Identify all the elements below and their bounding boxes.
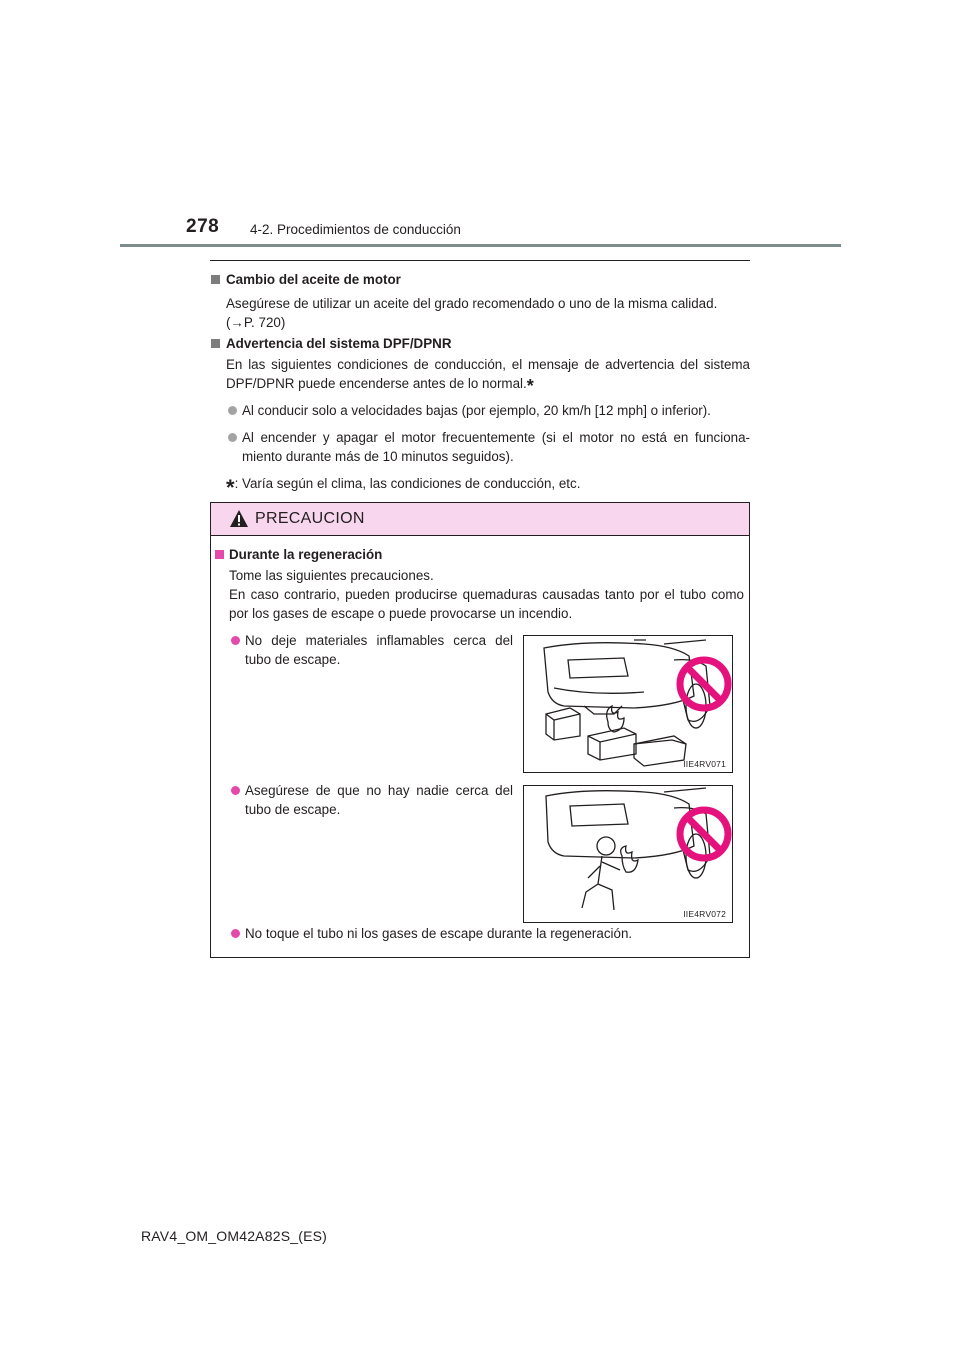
dpf-warning-heading: Advertencia del sistema DPF/DPNR (210, 334, 750, 353)
dpf-bullet-1: Al conducir solo a velocidades bajas (por ejemplo, 20 km/h [12 mph] o inferior). (210, 401, 750, 420)
caution-heading: Durante la regeneración (213, 545, 743, 564)
asterisk-mark: * (526, 376, 534, 396)
caution-box (210, 502, 750, 958)
figure-flammable-materials (523, 635, 733, 773)
oil-change-heading: Cambio del aceite de motor (210, 270, 750, 289)
square-bullet-icon (211, 275, 220, 284)
figure-person-near-exhaust (523, 785, 733, 923)
footnote-asterisk: * (226, 475, 235, 500)
content-top-rule (210, 260, 750, 261)
caution-header (211, 503, 749, 536)
round-bullet-icon (228, 406, 237, 415)
round-bullet-icon (231, 636, 240, 645)
caution-item-1: No deje materiales inflamables cerca del tubo de escape. (213, 631, 513, 669)
dpf-footnote: *: Varía según el clima, las condiciones de conducción, etc. (226, 475, 581, 500)
square-bullet-icon (215, 550, 224, 559)
oil-change-text: Asegúrese de utilizar un aceite del grado recomendado o uno de la misma calidad. (226, 296, 718, 311)
round-bullet-icon (228, 433, 237, 442)
caution-item-2: Asegúrese de que no hay nadie cerca del tubo de escape. (213, 781, 513, 819)
warning-triangle-icon (229, 509, 249, 529)
round-bullet-icon (231, 929, 240, 938)
figure-code: IIE4RV071 (683, 759, 726, 769)
round-bullet-icon (231, 786, 240, 795)
caution-item-3: No toque el tubo ni los gases de escape durante la regeneración. (213, 924, 743, 943)
oil-change-page-ref: (→P. 720) (226, 315, 286, 330)
figure-code: IIE4RV072 (683, 909, 726, 919)
document-code: RAV4_OM_OM42A82S_(ES) (141, 1228, 328, 1244)
car-exhaust-boxes-illustration (524, 636, 732, 772)
page-number: 278 (186, 216, 220, 237)
dpf-warning-section (210, 334, 750, 500)
caution-line-2: En caso contrario, pueden producirse quemaduras causadas tanto por el tubo como por los gases de escape o puede provocarse un incendio. (229, 587, 744, 621)
caution-title: PRECAUCION (255, 510, 365, 527)
caution-line-1: Tome las siguientes precauciones. (229, 568, 434, 583)
oil-change-section (210, 270, 750, 332)
header-rule (120, 244, 841, 247)
page-header (0, 0, 960, 250)
square-bullet-icon (211, 339, 220, 348)
dpf-bullet-2: Al encender y apagar el motor frecuentemente (si el motor no está en funciona-miento durante más de 10 minutos seguidos). (210, 428, 750, 466)
section-title: 4-2. Procedimientos de conducción (250, 222, 461, 237)
car-exhaust-person-illustration (524, 786, 732, 922)
dpf-warning-intro: En las siguientes condiciones de conducción, el mensaje de advertencia del sistema DPF/DPNR puede encenderse antes de lo normal.* (226, 357, 750, 396)
